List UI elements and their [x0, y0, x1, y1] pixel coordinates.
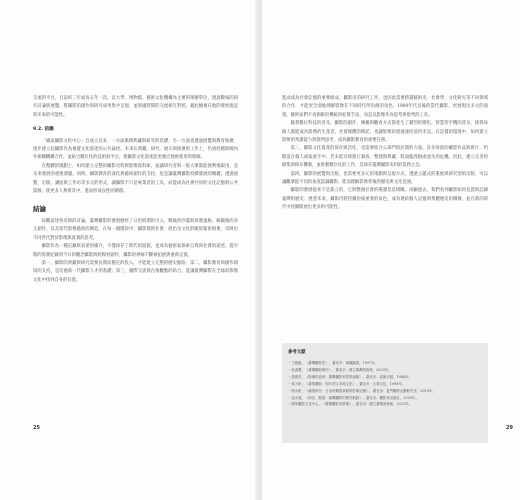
left-page [0, 0, 258, 500]
body-paragraph: 第四，攝影的展覽與出版，也需要更多元的策劃與呈現方式。透過主題式的策展與研究型的出版，可以讓觀眾從不同的角度認識攝影，進而理解影像背後的歷史與文化意涵。 [282, 171, 488, 186]
section-heading: 9.2. 前瞻 [33, 127, 54, 133]
reference-item: ・簡永彬，《凝視時代：日治時期寫真館的影像記憶》，臺北市：夏門攝影企劃研究室，2010年。 [288, 388, 436, 393]
reference-item: ・蕭永盛，《時光．點描：臺灣攝影的歷史軌跡》，臺北市：攝影家出版社，2005年。 [288, 395, 419, 400]
conclusion-heading: 結論 [33, 205, 46, 214]
body-paragraph: 進而成為社會記憶的重要組成。攝影史的研究工作，也因此需要跨越藝術史、社會學、文化研究等不同領域的合作，才能更全面地理解影像在不同時代所扮演的角色。1980年代以後的當代攝影，更展現出多元的面貌，藝術家們不再侷限於傳統的紀實手法，而是以影像作為思考與批判的工具。 [282, 96, 488, 118]
references-list [288, 360, 483, 408]
section-paragraph: 「國家攝影文化中心」自成立以來，一方面累積典藏與研究的基礎，另一方面也透過展覽與教育推廣，逐步建立起攝影作為視覺文化資產的公共論述。未來在典藏、研究、展示與推廣的工作上，仍須持續與國內外相關機構合作，並結合數位化的技術與平台，使攝影文化資產能更廣泛地被使用與理解。 [33, 138, 238, 161]
section-paragraph: 在整體的規劃上，如何建立完整的攝影史料與影像資料庫，並讓研究者與一般大眾都能便利地取用，是未來發展的重要課題。同時，攝影教育的深化與藝術創作的支持，也是讓臺灣攝影持續發展的關鍵。透過展覽、出版、講座與工作坊等多元的形式，讓攝影不只是專業者的工具，而能成為社會共同的文化記憶與公共資源，使更多人參與其中，進而形成良性的循環。 [33, 163, 238, 195]
intro-paragraph: 交流的平台，目前約三年或每五年一次，以大學、博物館、藝術文化機構為主要的舉辦單位，透過數場的研究討論與展覽，將攝影的創作與研究成果集中呈現，並與國際間的交流相互對照，藉此檢視在地的發展現況與未來的可能性。 [33, 96, 238, 118]
body-paragraph: 攝影的發展從來不是孤立的，它與整個社會的變遷息息相關。回顧過去，我們看到攝影如何見證與記錄臺灣的歷史；展望未來，攝影仍將持續扮演重要的角色，成為連結個人記憶與集體歷史的橋樑，並在新的時代中持續開展出更多的可能性。 [282, 188, 488, 211]
references-box [282, 343, 488, 443]
right-page-number: 29 [506, 425, 513, 431]
reference-item: ・吳嘉寶，《臺灣攝影簡史》，臺北市：國立臺灣美術館，2003年。 [288, 367, 392, 372]
reference-item: ・國家攝影文化中心，《臺灣攝影家群像》，臺北市：國立臺灣美術館，2021年。 [288, 402, 412, 407]
conclusion-paragraph: 第一，攝影的典藏與研究需要長期而穩定的投入，才能建立完整的歷史脈絡；第二，攝影教育與創作環境的支持，是培養新一代攝影人才的基礎；第三，國際交流與在地觀點的結合，能讓臺灣攝影在全球的影像文化中找到自身的位置。 [33, 260, 238, 283]
conclusion-paragraph: 攝影作為一種記錄與表達的媒介，不僅保存了時代的面貌，也成為藝術家探索自我與社會的途徑。從早期的寫實紀錄到今日的觀念攝影與跨媒材創作，攝影的界線不斷被拓展與重新定義。 [33, 244, 238, 258]
right-text-column [282, 95, 488, 213]
right-page [262, 0, 520, 500]
reference-item: ・郭力昕，《書寫攝影：相片的文本與文化》，臺北市：元尊文化，1998年。 [288, 381, 406, 386]
body-paragraph: 第三，攝影文化資產的保存與活化，也需要結合公部門與民間的力量。許多珍貴的攝影作品與底片，仍散落在個人或家族手中，若未能及時進行調查、整理與典藏，將面臨毀損或流失的危機。因此，建立完善的徵集與保存機制，並推動數位化的工作，是保存臺灣攝影史料的當務之急。 [282, 146, 488, 169]
left-text-column [33, 95, 238, 285]
reference-item: ・王雅倫，《臺灣攝影史》，臺北市：雄獅圖書，1997年。 [288, 361, 379, 365]
conclusion-paragraph: 綜觀前述各章節的討論，臺灣攝影的發展歷經了日治時期的引入、戰後的沙龍與寫實風格、解嚴後的多元創作，以及當代影像藝術的興起。在每一個階段中，攝影都與社會、政治及文化的脈絡緊密相連，反映出不同世代對於影像與真實的思考。 [33, 218, 238, 241]
references-title: 參考文獻 [288, 350, 306, 355]
reference-item: ・張照堂，《影像的追尋：臺灣攝影家寫實風貌》，臺北市：遠流出版，1988年。 [288, 374, 412, 379]
left-page-number: 25 [33, 425, 40, 431]
body-paragraph: 隨著數位科技的普及，攝影的創作、傳播與觀看方式都產生了劇烈的變化。智慧型手機的普及，使得每個人都能成為影像的生產者，社群媒體的興起，也讓影像的流通速度前所未見。在這樣的環境中，如何建立影像的判讀能力與批判思考，成為攝影教育的重要任務。 [282, 121, 488, 144]
